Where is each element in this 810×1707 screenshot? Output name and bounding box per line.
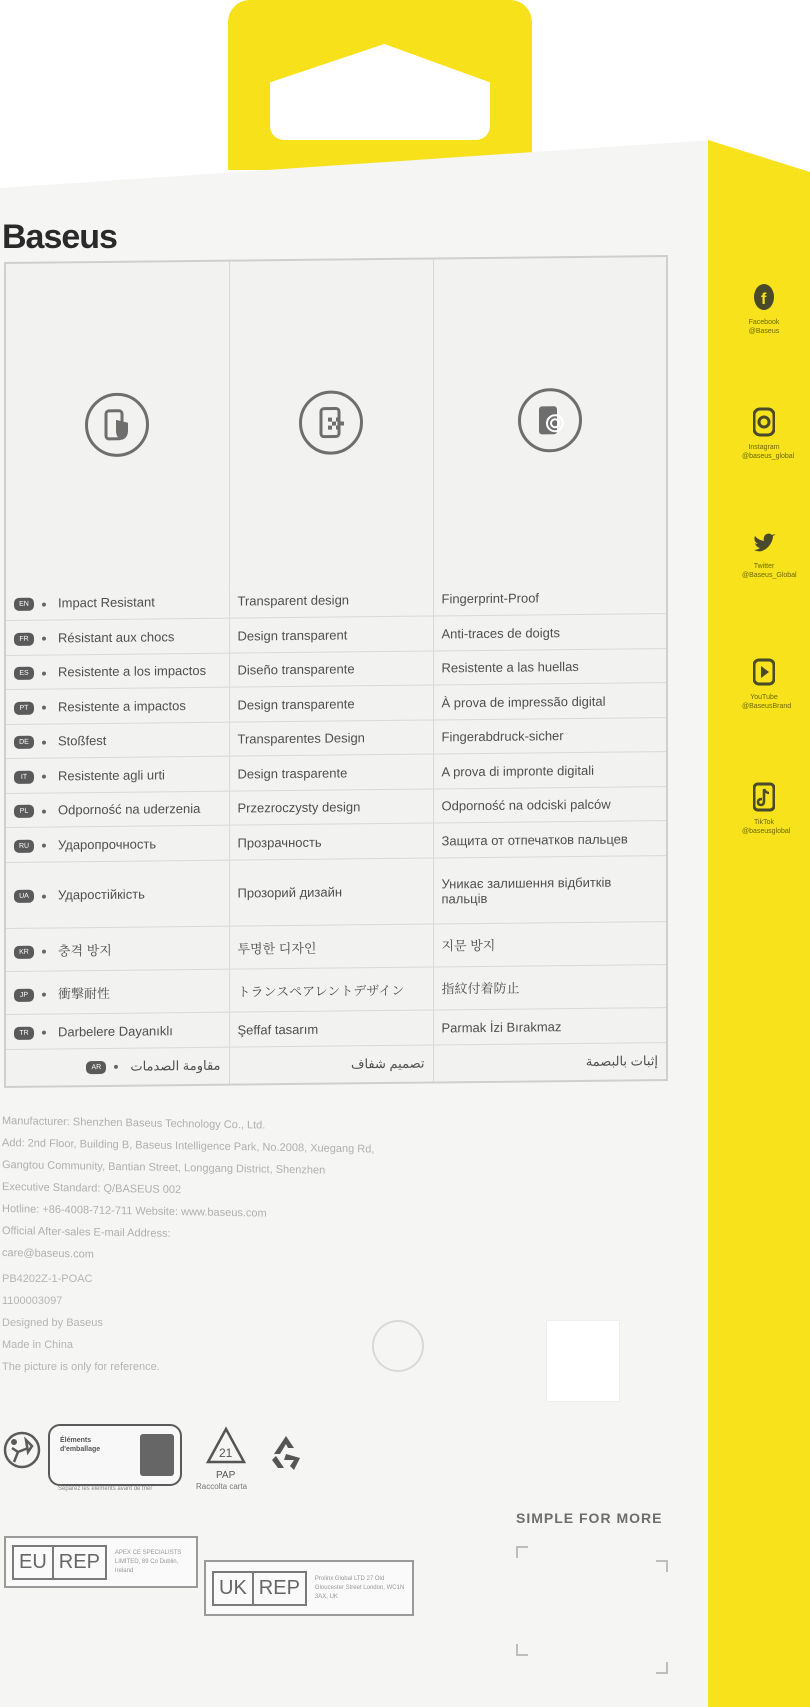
language-badge: ES xyxy=(14,667,34,680)
eu-rep-address: APEX CE SPECIALISTS LIMITED, 89 Co Dublin, Ireland xyxy=(114,1549,182,1574)
impact-text: Resistente a los impactos xyxy=(58,662,207,680)
language-badge: TR xyxy=(14,1026,34,1039)
pap-sub: Raccolta carta xyxy=(196,1482,248,1491)
social-youtube xyxy=(742,657,792,782)
bullet-dot xyxy=(42,637,46,641)
transparent-cell: Design transparente xyxy=(229,685,433,722)
transparent-phone-icon xyxy=(299,390,363,455)
language-badge: PT xyxy=(14,701,34,714)
transparent-cell: Transparent design xyxy=(229,583,433,619)
feature-icons-row xyxy=(5,256,667,587)
language-badge: RU xyxy=(14,839,34,852)
impact-text: Resistente a impactos xyxy=(58,697,186,714)
feature-table xyxy=(4,255,668,1088)
facebook-icon xyxy=(753,282,775,312)
bullet-dot xyxy=(42,740,46,744)
impact-cell xyxy=(5,653,229,690)
triman-title: Éléments d'emballage xyxy=(60,1437,101,1453)
language-badge: FR xyxy=(14,632,34,645)
impact-text: Stoßfest xyxy=(58,732,107,749)
language-badge: JP xyxy=(14,989,34,1002)
impact-cell xyxy=(5,687,229,724)
pap-number: 21 xyxy=(219,1446,233,1460)
square-stamp xyxy=(546,1320,620,1402)
uk-rep-address: Prolinx Global LTD 27 Old Gloucester Street London, WC1N 3AX, UK xyxy=(314,1575,405,1600)
youtube-icon xyxy=(753,657,775,687)
social-tiktok xyxy=(742,782,791,907)
fingerprint-cell: A prova di impronte digitali xyxy=(433,752,667,789)
made-in: Made in China xyxy=(2,1339,73,1351)
bullet-dot xyxy=(42,671,46,675)
table-row xyxy=(5,1042,667,1087)
after-sales-email: care@baseus.com xyxy=(2,1247,94,1261)
eu-rep-box xyxy=(4,1536,198,1588)
language-badge: AR xyxy=(86,1061,106,1074)
fingerprint-cell: Fingerprint-Proof xyxy=(433,580,667,616)
svg-text:f: f xyxy=(761,291,767,308)
bullet-dot xyxy=(42,993,46,997)
bullet-dot xyxy=(114,1065,118,1069)
language-badge: DE xyxy=(14,736,34,749)
frame-corner-tr xyxy=(656,1560,668,1572)
eu-rep-label: REP xyxy=(54,1545,107,1580)
impact-text: Ударопрочность xyxy=(58,835,157,852)
bullet-dot xyxy=(42,706,46,710)
bullet-dot xyxy=(42,844,46,848)
impact-cell xyxy=(5,1012,229,1049)
fingerprint-cell: Уникає залишення відбитків пальців xyxy=(433,855,667,924)
social-label: Facebook @Baseus xyxy=(748,319,780,335)
transparent-cell: Przezroczysty design xyxy=(229,789,433,826)
bullet-dot xyxy=(42,602,46,606)
feature-rows xyxy=(5,580,667,1087)
table-row xyxy=(5,965,667,1015)
impact-cell xyxy=(5,927,229,972)
bullet-dot xyxy=(42,894,46,898)
language-badge: PL xyxy=(14,805,34,818)
uk-rep-label: REP xyxy=(254,1571,307,1606)
hanger-tab xyxy=(228,0,532,170)
impact-text: Impact Resistant xyxy=(58,594,155,611)
language-badge: EN xyxy=(14,598,34,611)
product-number: 1100003097 xyxy=(2,1295,63,1307)
designed-by: Designed by Baseus xyxy=(2,1317,103,1329)
bullet-dot xyxy=(42,775,46,779)
impact-cell xyxy=(5,825,229,862)
product-codes xyxy=(2,1268,160,1378)
impact-icon-cell xyxy=(5,261,229,588)
impact-cell xyxy=(5,1047,229,1087)
fingerprint-cell: Odporność na odciski palców xyxy=(433,786,667,823)
manufacturer-line: Manufacturer: Shenzhen Baseus Technology Co., Ltd. xyxy=(2,1115,266,1132)
fingerprint-cell: 指紋付着防止 xyxy=(433,965,667,1010)
transparent-icon-cell xyxy=(229,259,433,586)
transparent-cell: Прозорий дизайн xyxy=(229,858,433,927)
social-icons xyxy=(742,282,797,907)
impact-text: Odporność na uderzenia xyxy=(58,800,201,818)
address-line-2: Gangtou Community, Bantian Street, Longgang District, Shenzhen xyxy=(2,1159,326,1177)
fingerprint-cell: Fingerabdruck-sicher xyxy=(433,717,667,754)
manufacturer-info xyxy=(2,1110,374,1271)
frame-corner-br xyxy=(656,1662,668,1674)
bullet-dot xyxy=(42,809,46,813)
triman-info xyxy=(48,1424,182,1486)
transparent-cell: トランスペアレントデザイン xyxy=(229,967,433,1012)
fingerprint-cell: إثبات بالبصمة xyxy=(433,1042,667,1082)
tiktok-icon xyxy=(753,782,775,812)
model-code: PB4202Z-1-POAC xyxy=(2,1273,93,1285)
table-row xyxy=(5,855,667,929)
transparent-cell: Diseño transparente xyxy=(229,651,433,688)
twitter-icon xyxy=(752,532,776,556)
impact-cell xyxy=(5,756,229,793)
transparent-cell: Прозрачность xyxy=(229,823,433,860)
fingerprint-icon xyxy=(518,388,582,453)
fingerprint-cell: Resistente a las huellas xyxy=(433,648,667,685)
fingerprint-cell: Anti-traces de doigts xyxy=(433,614,667,651)
impact-text: 衝撃耐性 xyxy=(58,985,111,1002)
impact-text: Ударостійкість xyxy=(58,886,145,903)
impact-text: Resistente agli urti xyxy=(58,766,165,783)
transparent-cell: Transparentes Design xyxy=(229,720,433,757)
frame-corner-tl xyxy=(516,1546,528,1558)
social-label: YouTube @BaseusBrand xyxy=(742,694,792,710)
instagram-icon xyxy=(753,407,775,437)
reference-note: The picture is only for reference. xyxy=(2,1361,160,1373)
impact-cell xyxy=(5,722,229,759)
social-facebook xyxy=(742,282,786,407)
recycle-icon xyxy=(266,1432,306,1472)
standard-line: Executive Standard: Q/BASEUS 002 xyxy=(2,1181,182,1197)
triman-sub: Séparez les éléments avant de trier xyxy=(58,1486,153,1492)
feature-table-wrap xyxy=(4,255,666,1088)
social-label: Instagram @baseus_global xyxy=(742,444,795,460)
bullet-dot xyxy=(42,950,46,954)
uk-rep-box xyxy=(204,1560,414,1616)
shield-icon xyxy=(85,392,149,457)
impact-cell xyxy=(5,585,229,621)
table-row xyxy=(5,922,667,972)
impact-text: 충격 방지 xyxy=(58,942,112,959)
social-twitter xyxy=(742,532,797,657)
transparent-cell: 투명한 디자인 xyxy=(229,924,433,969)
transparent-cell: Şeffaf tasarım xyxy=(229,1010,433,1047)
impact-text: Résistant aux chocs xyxy=(58,628,175,645)
after-sales-line: Official After-sales E-mail Address: xyxy=(2,1225,171,1240)
social-label: Twitter @Baseus_Global xyxy=(742,563,797,579)
fingerprint-icon-cell xyxy=(433,256,667,583)
impact-cell xyxy=(5,969,229,1014)
hanger-hole xyxy=(270,44,490,140)
impact-text: مقاومة الصدمات xyxy=(130,1057,221,1074)
impact-cell xyxy=(5,860,229,929)
pap-label: PAP xyxy=(216,1470,236,1481)
fingerprint-cell: À prova de impressão digital xyxy=(433,683,667,720)
impact-text: Darbelere Dayanıklı xyxy=(58,1022,173,1039)
fingerprint-cell: Parmak İzi Bırakmaz xyxy=(433,1008,667,1045)
bullet-dot xyxy=(42,1031,46,1035)
hotline-line: Hotline: +86-4008-712-711 Website: www.baseus.com xyxy=(2,1203,267,1220)
impact-cell xyxy=(5,791,229,828)
fingerprint-cell: Защита от отпечатков пальцев xyxy=(433,821,667,858)
language-badge: KR xyxy=(14,946,34,959)
uk-label: UK xyxy=(212,1571,254,1606)
address-line-1: Add: 2nd Floor, Building B, Baseus Intelligence Park, No.2008, Xuegang Rd, xyxy=(2,1137,375,1156)
recycling-marks xyxy=(2,1420,332,1510)
language-badge: UA xyxy=(14,890,34,903)
brand-logo: Baseus xyxy=(2,218,117,256)
transparent-cell: Design trasparente xyxy=(229,754,433,791)
slogan: SIMPLE FOR MORE xyxy=(516,1510,663,1526)
social-instagram xyxy=(742,407,795,532)
language-badge: IT xyxy=(14,770,34,783)
round-stamp xyxy=(372,1320,424,1372)
social-label: TikTok @baseusglobal xyxy=(742,819,791,835)
transparent-cell: تصميم شفاف xyxy=(229,1045,433,1085)
frame-corner-bl xyxy=(516,1644,528,1656)
pap-recycle-icon xyxy=(204,1426,248,1468)
fingerprint-cell: 지문 방지 xyxy=(433,922,667,967)
eu-label: EU xyxy=(12,1545,54,1580)
triman-icon xyxy=(2,1430,42,1470)
impact-cell xyxy=(5,618,229,655)
bin-icon xyxy=(140,1434,174,1476)
transparent-cell: Design transparent xyxy=(229,616,433,653)
